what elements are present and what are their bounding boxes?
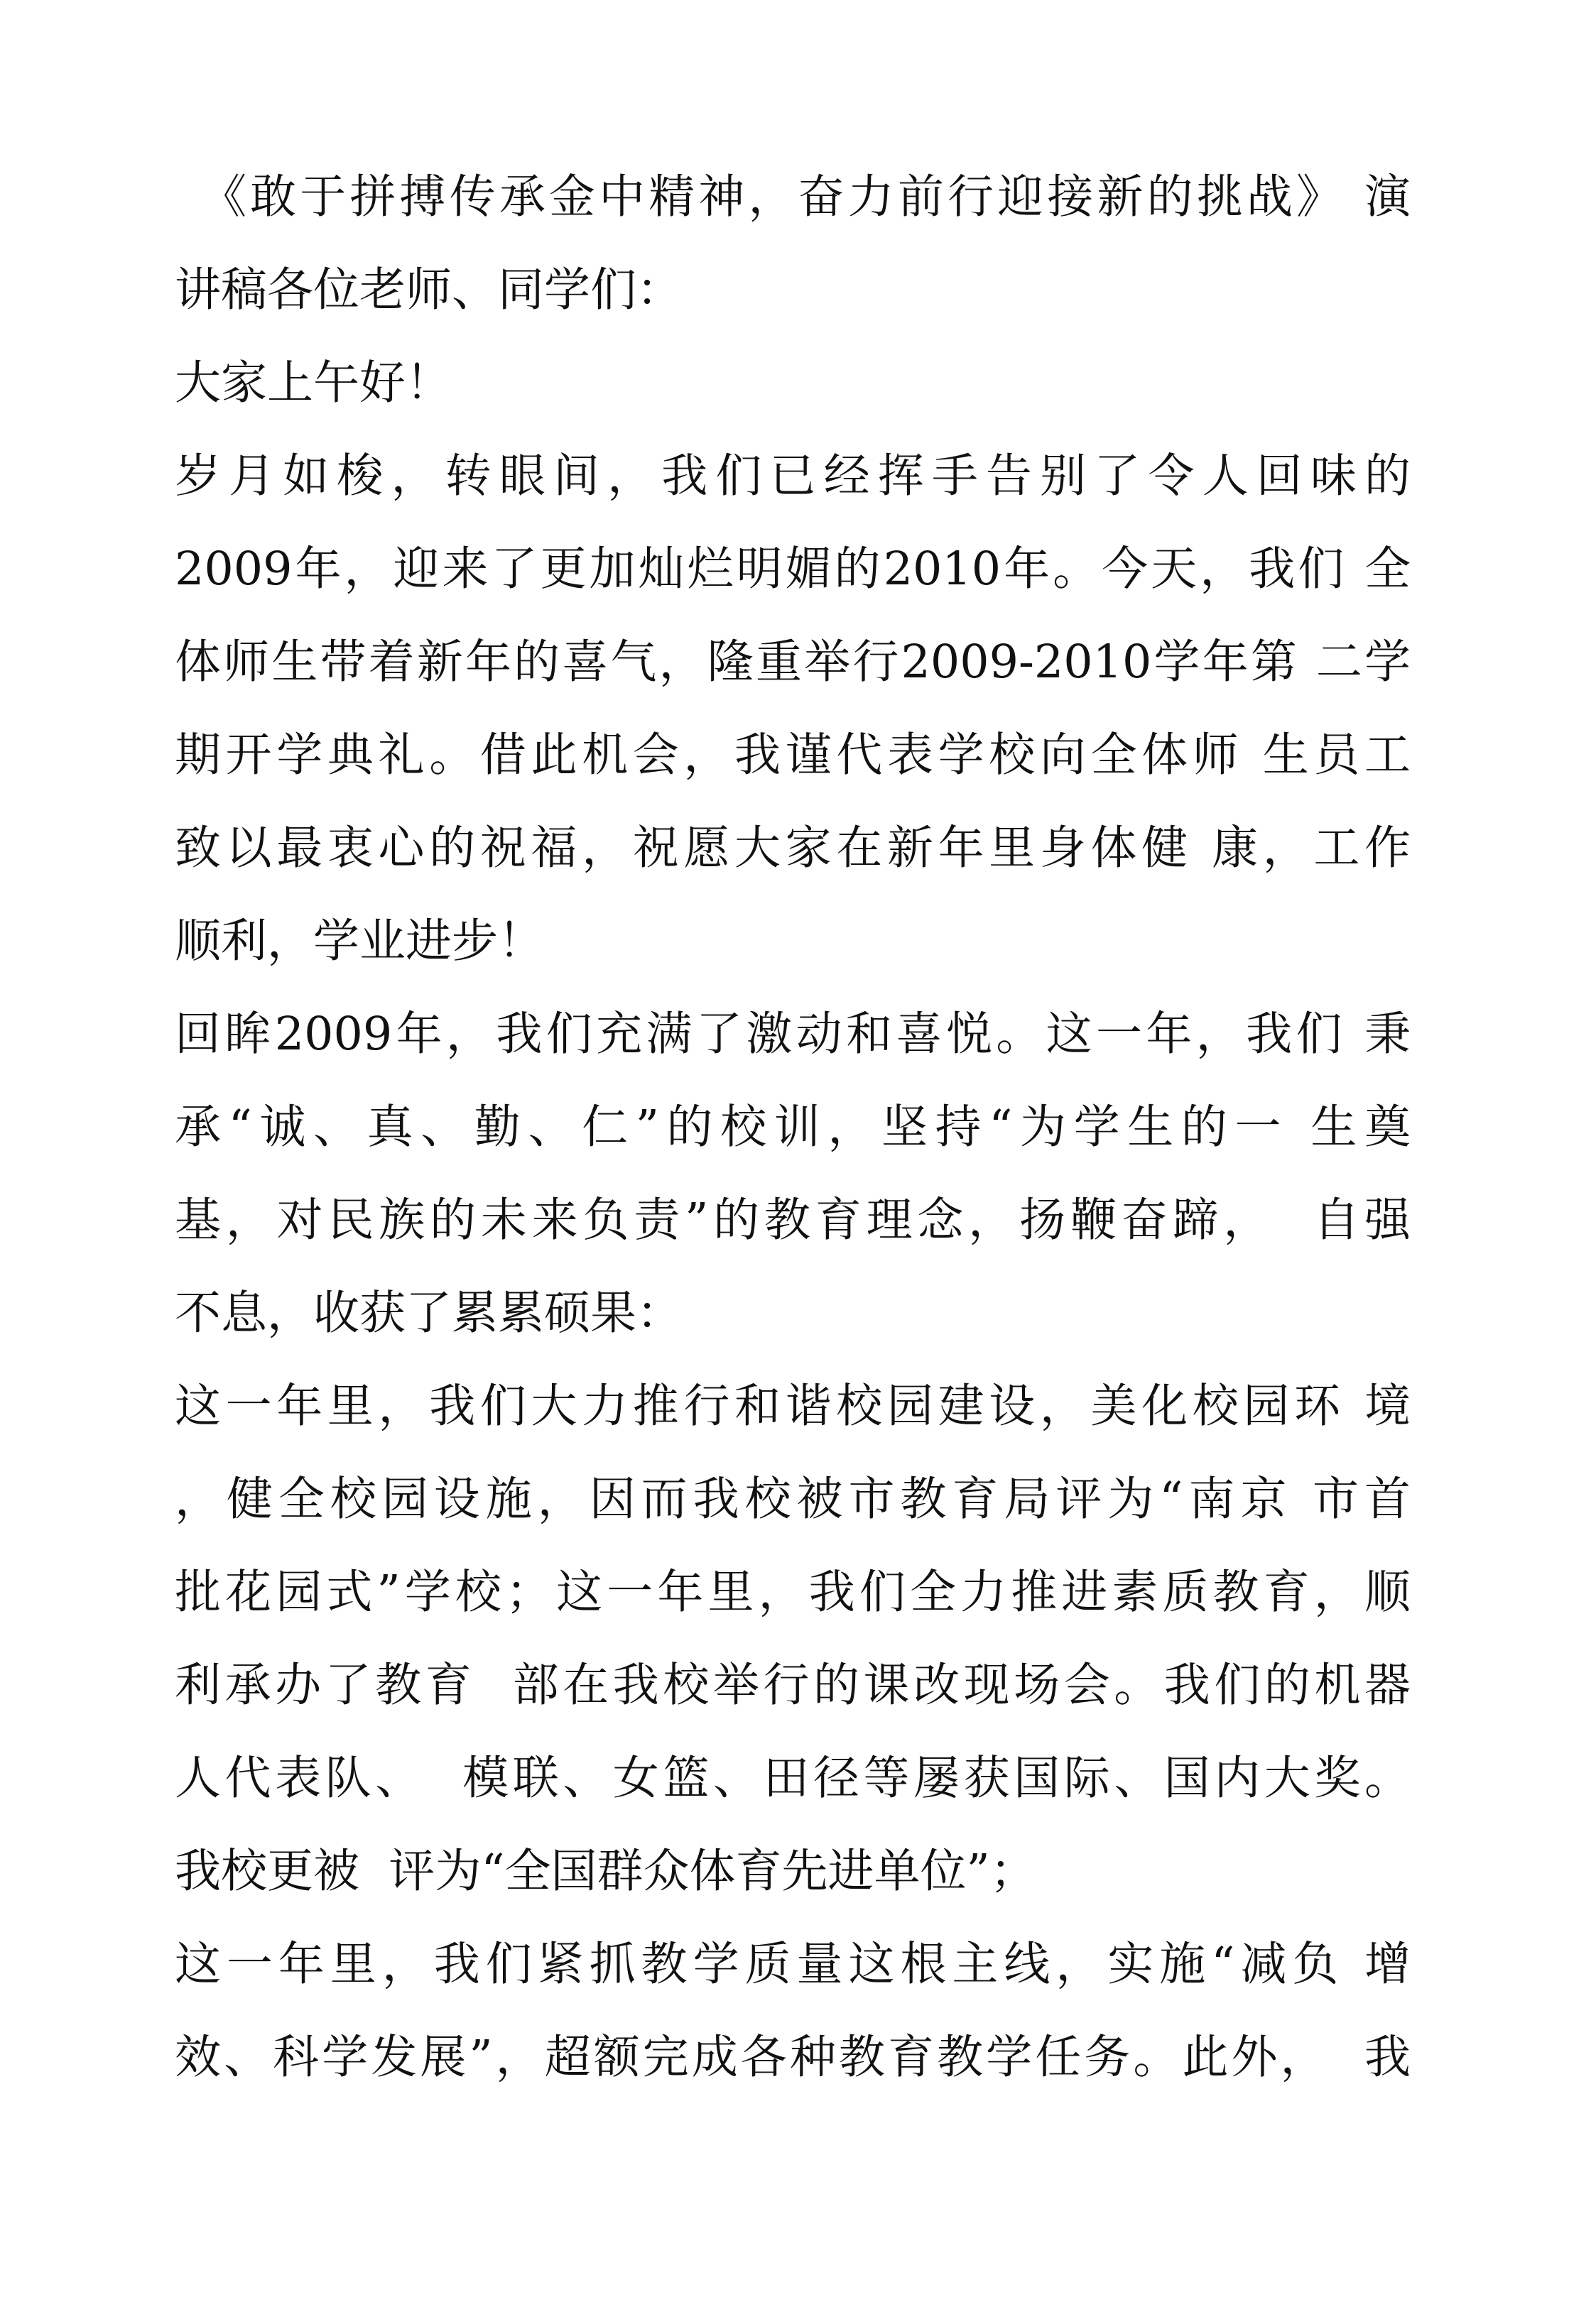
speech-title-line: 《敢于拼搏传承金中精神，奋力前行迎接新的挑战》 演 — [200, 170, 1411, 224]
paragraph-line: 2009年，迎来了更加灿烂明媚的2010年。今天，我们 全 — [175, 542, 1411, 596]
paragraph-line: 不息，收获了累累硕果： — [175, 1287, 683, 1340]
greeting-line: 大家上午好！ — [175, 356, 452, 410]
paragraph-line: 岁月如梭，转眼间，我们已经挥手告别了令人回味的 — [175, 449, 1411, 503]
speech-body — [175, 151, 1411, 2104]
paragraph-line: 致以最衷心的祝福，祝愿大家在新年里身体健 康，工作 — [175, 822, 1411, 875]
paragraph-line: 利承办了教育 部在我校举行的课改现场会。我们的机器 — [175, 1659, 1411, 1712]
paragraph-line: 承“诚、真、勤、仁”的校训，坚持“为学生的一 生奠 — [175, 1101, 1411, 1154]
paragraph-line: 基，对民族的未来负责”的教育理念，扬鞭奋蹄， 自强 — [175, 1194, 1411, 1247]
paragraph-line: 顺利，学业进步！ — [175, 915, 545, 968]
paragraph-line: 这一年里，我们大力推行和谐校园建设，美化校园环 境 — [175, 1380, 1411, 1433]
paragraph-line: 期开学典礼。借此机会，我谨代表学校向全体师 生员工 — [175, 729, 1411, 782]
paragraph-line: 我校更被 评为“全国群众体育先进单位”； — [175, 1845, 1036, 1898]
salutation-line: 讲稿各位老师、同学们： — [175, 263, 683, 317]
paragraph-line: 人代表队、 模联、女篮、田径等屡获国际、国内大奖。 — [175, 1752, 1411, 1805]
paragraph-line: 批花园式”学校；这一年里，我们全力推进素质教育，顺 — [175, 1566, 1411, 1619]
paragraph-line: 回眸2009年，我们充满了激动和喜悦。这一年，我们 秉 — [175, 1008, 1411, 1061]
paragraph-line: 体师生带着新年的喜气，隆重举行2009-2010学年第 二学 — [175, 635, 1411, 689]
paragraph-line: ，健全校园设施，因而我校被市教育局评为“南京 市首 — [175, 1473, 1411, 1526]
paragraph-line: 效、科学发展”，超额完成各种教育教学任务。此外， 我 — [175, 2031, 1411, 2084]
paragraph-line: 这一年里，我们紧抓教学质量这根主线，实施“减负 增 — [175, 1938, 1411, 1991]
